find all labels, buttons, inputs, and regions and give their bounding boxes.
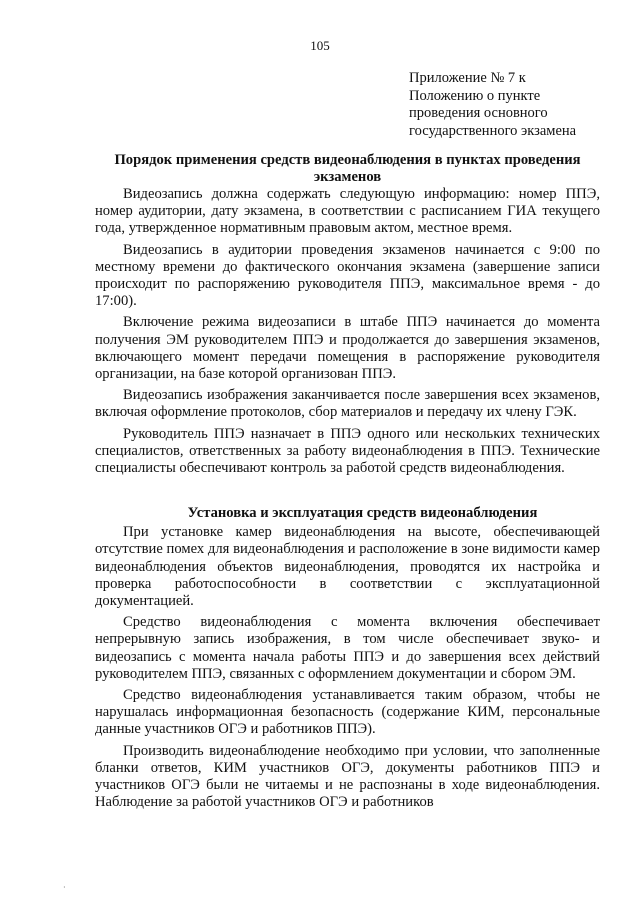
paragraph: При установке камер видеонаблюдения на высоте, обеспечивающей отсутствие помех для видеонаблюдения и расположение в зоне видимости камер видеонаблюдения объектов видеонаблюдения, проводятся их настройка и проверка работоспособности в соответствии с эксплуатационной документацией. — [95, 524, 600, 610]
paragraph: Видеозапись должна содержать следующую информацию: номер ППЭ, номер аудитории, дату экзамена, в соответствии с расписанием ГИА текущего года, утвержденное нормативным правовым актом, местное время. — [95, 186, 600, 237]
appendix-line: Положению о пункте — [409, 87, 541, 104]
paragraph: Производить видеонаблюдение необходимо при условии, что заполненные бланки ответов, КИМ участников ОГЭ, документы работников ППЭ и участников ОГЭ были не читаемы и не распознаны в ходе видеонаблюдения. Наблюдение за работой участников ОГЭ и работников — [95, 742, 600, 811]
page-number: 105 — [310, 38, 330, 53]
paragraph: Средство видеонаблюдения устанавливается таким образом, чтобы не нарушалась информационная безопасность (содержание КИМ, персональные данные участников ОГЭ и работников ППЭ). — [95, 687, 600, 738]
appendix-line: государственного экзамена — [409, 122, 577, 139]
paragraph: Видеозапись изображения заканчивается после завершения всех экзаменов, включая оформление протоколов, сбор материалов и передачу их члену ГЭК. — [95, 387, 600, 421]
paragraph: Видеозапись в аудитории проведения экзаменов начинается с 9:00 по местному времени до фактического окончания экзамена (завершение записи происходит по распоряжению руководителя ППЭ, максимальное время - до 17:00). — [95, 241, 600, 310]
paragraph: Средство видеонаблюдения с момента включения обеспечивает непрерывную запись изображения, в том числе обеспечивает звуко- и видеозапись с момента начала работы ППЭ и до завершения всех действий руководителем ППЭ, связанных с оформлением документации и сбором ЭМ. — [95, 614, 600, 682]
appendix-line: проведения основного — [409, 105, 548, 121]
scan-mark: · — [63, 883, 66, 892]
paragraph: Руководитель ППЭ назначает в ППЭ одного или нескольких технических специалистов, ответственных за работу видеонаблюдения в ППЭ. Технические специалисты обеспечивают контроль за работой средств видеонаблюдения. — [95, 425, 600, 477]
appendix-line: Приложение № 7 к — [409, 70, 526, 86]
paragraph: Включение режима видеозаписи в штабе ППЭ начинается до момента получения ЭМ руководителем ППЭ и продолжается до завершения экзаменов, включающего момент передачи помещения в распоряжение руководителя организации, на базе которой организован ППЭ. — [95, 314, 600, 383]
section-title: Порядок применения средств видеонаблюдения в пунктах проведения экзаменов — [114, 152, 581, 185]
document-body — [95, 152, 600, 816]
appendix-block — [409, 70, 576, 140]
section-title: Установка и эксплуатация средств видеонаблюдения — [187, 505, 538, 522]
